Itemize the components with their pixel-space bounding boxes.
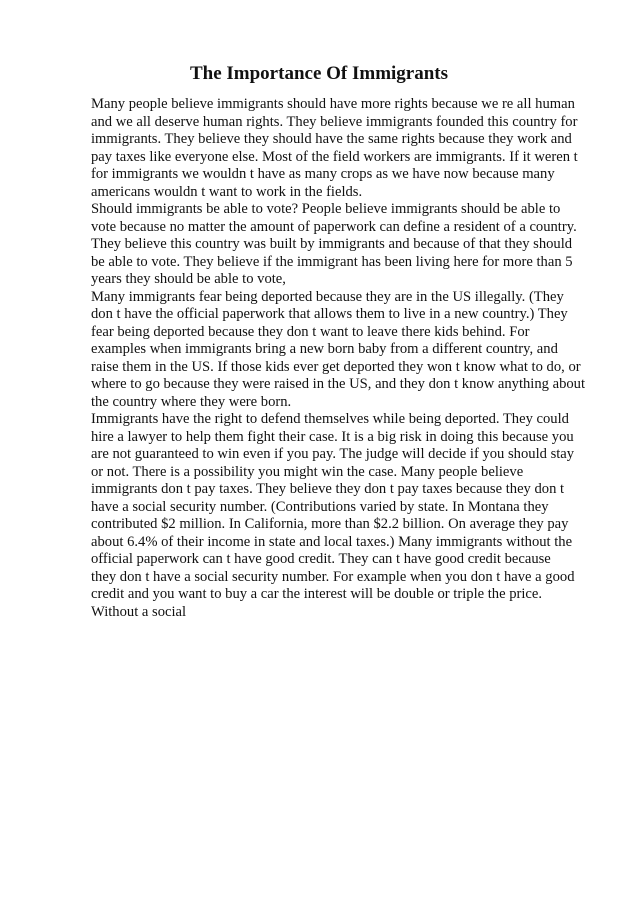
- text-line: official paperwork can t have good credit. They can t have good credit because: [91, 551, 551, 567]
- text-line: the country where they were born.: [91, 393, 292, 410]
- text-line: are not guaranteed to win even if you pay. The judge will decide if you should stay: [91, 446, 575, 462]
- text-line: be able to vote. They believe if the immigrant has been living here for more than 5: [91, 253, 573, 270]
- text-line: Immigrants have the right to defend themselves while being deported. They could: [91, 411, 569, 427]
- text-line: Many immigrants fear being deported because they are in the US illegally. (They: [91, 288, 564, 305]
- text-line: Without a social: [91, 603, 187, 620]
- text-line: years they should be able to vote,: [91, 271, 286, 287]
- text-line: immigrants don t pay taxes. They believe they don t pay taxes because they don t: [91, 481, 565, 497]
- text-line: have a social security number. (Contributions varied by state. In Montana they: [91, 498, 549, 515]
- text-line: and we all deserve human rights. They believe immigrants founded this country for: [91, 113, 578, 130]
- text-line: Should immigrants be able to vote? People believe immigrants should be able to: [91, 201, 561, 217]
- text-line: credit and you want to buy a car the interest will be double or triple the price.: [91, 586, 543, 602]
- text-line: contributed $2 million. In California, more than $2.2 billion. On average they pay: [91, 516, 569, 532]
- document-title: The Importance Of Immigrants: [189, 63, 449, 84]
- text-line: americans wouldn t want to work in the fields.: [91, 183, 363, 200]
- document-body: [91, 96, 591, 621]
- text-line: raise them in the US. If those kids ever get deported they won t know what to do, or: [91, 358, 581, 375]
- text-line: Many people believe immigrants should have more rights because we re all human: [91, 96, 575, 112]
- text-line: immigrants. They believe they should have the same rights because they work and: [91, 131, 572, 147]
- text-line: fear being deported because they don t want to leave there kids behind. For: [91, 323, 530, 340]
- text-line: they don t have a social security number. For example when you don t have a good: [91, 568, 575, 585]
- text-line: for immigrants we wouldn t have as many crops as we have now because many: [91, 166, 555, 182]
- text-line: about 6.4% of their income in state and local taxes.) Many immigrants without the: [91, 533, 573, 550]
- text-line: pay taxes like everyone else. Most of the field workers are immigrants. If it weren t: [91, 148, 578, 165]
- text-line: or not. There is a possibility you might win the case. Many people believe: [91, 463, 524, 480]
- text-line: examples when immigrants bring a new born baby from a different country, and: [91, 341, 558, 357]
- text-line: vote because no matter the amount of paperwork can define a resident of a country.: [91, 218, 577, 235]
- text-line: hire a lawyer to help them fight their case. It is a big risk in doing this because you: [91, 428, 574, 445]
- text-line: where to go because they were raised in the US, and they don t know anything about: [91, 376, 586, 392]
- text-line: They believe this country was built by immigrants and because of that they should: [91, 236, 573, 252]
- text-line: don t have the official paperwork that allows them to live in a new country.) They: [91, 306, 568, 322]
